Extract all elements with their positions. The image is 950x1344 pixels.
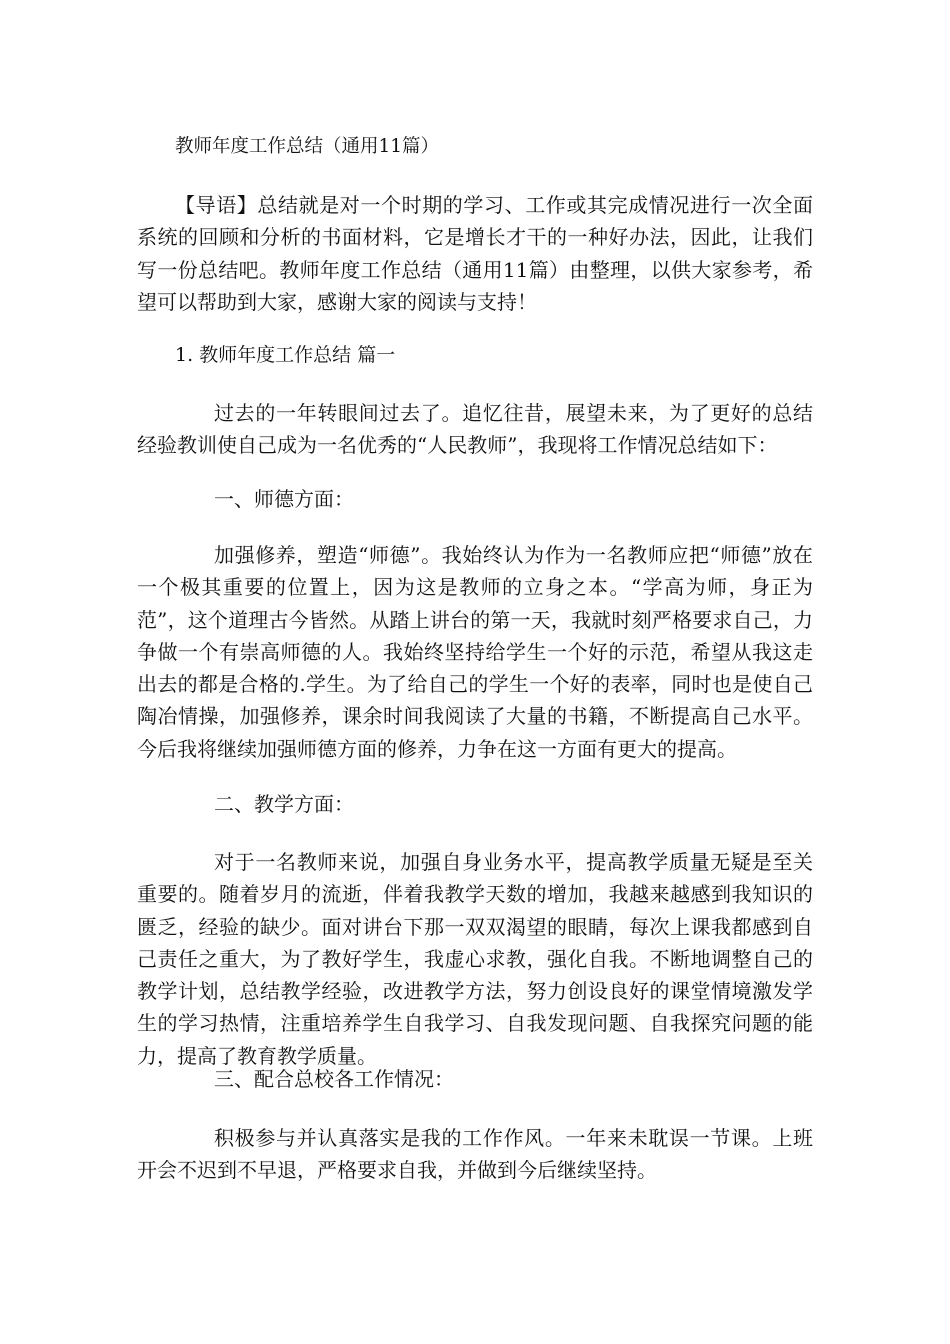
intro-paragraph: 【导语】总结就是对一个时期的学习、工作或其完成情况进行一次全面系统的回顾和分析的书面材料，它是增长才干的一种好办法，因此，让我们写一份总结吧。教师年度工作总结（通用11篇）由整理，以供大家参考，希望可以帮助到大家，感谢大家的阅读与支持！ [137,193,813,314]
paragraph-teaching: 对于一名教师来说，加强自身业务水平，提高教学质量无疑是至关重要的。随着岁月的流逝，伴着我教学天数的增加，我越来越感到我知识的匮乏，经验的缺少。面对讲台下那一双双渴望的眼睛，每次上课我都感到自己责任之重大，为了教好学生，我虚心求教，强化自我。不断地调整自己的教学计划，总结教学经验，改进教学方法，努力创设良好的课堂情境激发学生的学习热情，注重培养学生自我学习、自我发现问题、自我探究问题的能力，提高了教育教学质量。 [137,850,813,1068]
subsection-heading-cooperation: 三、配合总校各工作情况： [214,1067,454,1091]
document-title: 教师年度工作总结（通用11篇） [175,136,440,157]
paragraph-cooperation: 积极参与并认真落实是我的工作作风。一年来未耽误一节课。上班开会不迟到不早退，严格要求自我，并做到今后继续坚持。 [137,1126,813,1183]
opening-paragraph: 过去的一年转眼间过去了。追忆往昔，展望未来，为了更好的总结经验教训使自己成为一名优秀的“人民教师”，我现将工作情况总结如下： [137,401,813,458]
paragraph-ethics: 加强修养，塑造“师德”。我始终认为作为一名教师应把“师德”放在一个极其重要的位置上，因为这是教师的立身之本。“学高为师，身正为范”，这个道理古今皆然。从踏上讲台的第一天，我就时刻严格要求自己，力争做一个有崇高师德的人。我始终坚持给学生一个好的示范，希望从我这走出去的都是合格的.学生。为了给自己的学生一个好的表率，同时也是使自己陶冶情操，加强修养，课余时间我阅读了大量的书籍，不断提高自己水平。今后我将继续加强师德方面的修养，力争在这一方面有更大的提高。 [137,543,813,761]
subsection-heading-ethics: 一、师德方面： [214,487,354,511]
section-heading: 1. 教师年度工作总结 篇一 [175,344,396,366]
subsection-heading-teaching: 二、教学方面： [214,792,354,816]
